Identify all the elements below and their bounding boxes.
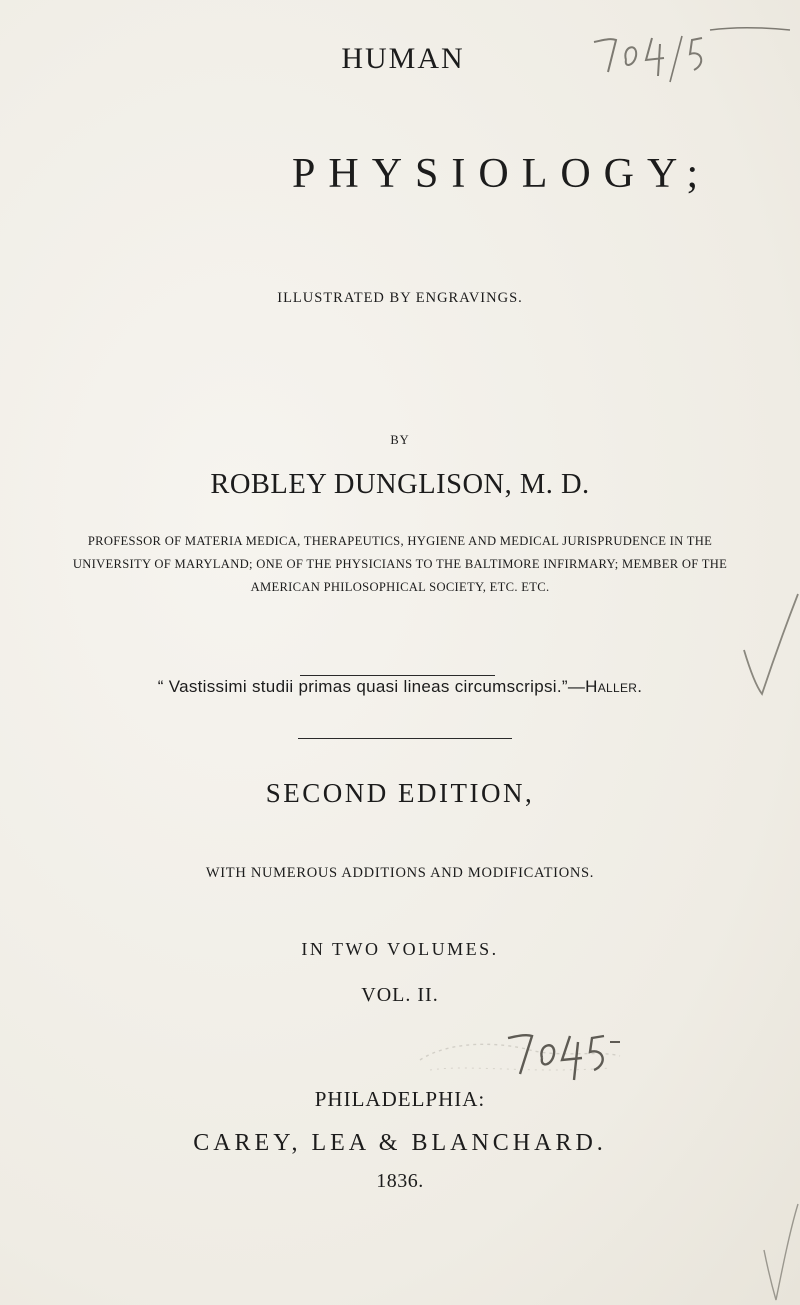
by-label: BY (390, 433, 410, 447)
edition-line: SECOND EDITION, (265, 778, 535, 808)
author-name: ROBLEY DUNGLISON, M. D. (210, 469, 590, 500)
handwritten-call-number-top (590, 20, 800, 90)
epigraph-text: “ Vastissimi studii primas quasi lineas circumscripsi.”— (157, 677, 586, 696)
additions-line: WITH NUMEROUS ADDITIONS AND MODIFICATIONS. (205, 865, 595, 881)
title-line-human: HUMAN (341, 42, 465, 75)
epigraph-author: Haller. (585, 677, 643, 696)
divider-rule-bottom (298, 738, 512, 739)
publication-year: 1836. (376, 1170, 424, 1192)
pencil-mark-bottom (760, 1200, 800, 1305)
volumes-line: IN TWO VOLUMES. (301, 939, 499, 959)
publisher-city: PHILADELPHIA: (314, 1087, 486, 1111)
divider-rule-top (300, 675, 495, 676)
title-line-physiology: PHYSIOLOGY; (292, 151, 712, 197)
epigraph (0, 677, 800, 697)
volume-number: VOL. II. (361, 984, 439, 1006)
publisher-name: CAREY, LEA & BLANCHARD. (193, 1130, 607, 1156)
handwritten-call-number-middle (468, 1020, 628, 1090)
subtitle: ILLUSTRATED BY ENGRAVINGS. (277, 290, 523, 306)
author-credentials: PROFESSOR OF MATERIA MEDICA, THERAPEUTICS, HYGIENE AND MEDICAL JURISPRUDENCE IN THE UNIVERSITY OF MARYLAND; ONE OF THE PHYSICIANS TO THE BALTIMORE INFIRMARY; MEMBER OF THE AMERICAN PHILOSOPHICAL SOCIETY, ETC. ETC. (72, 534, 728, 594)
